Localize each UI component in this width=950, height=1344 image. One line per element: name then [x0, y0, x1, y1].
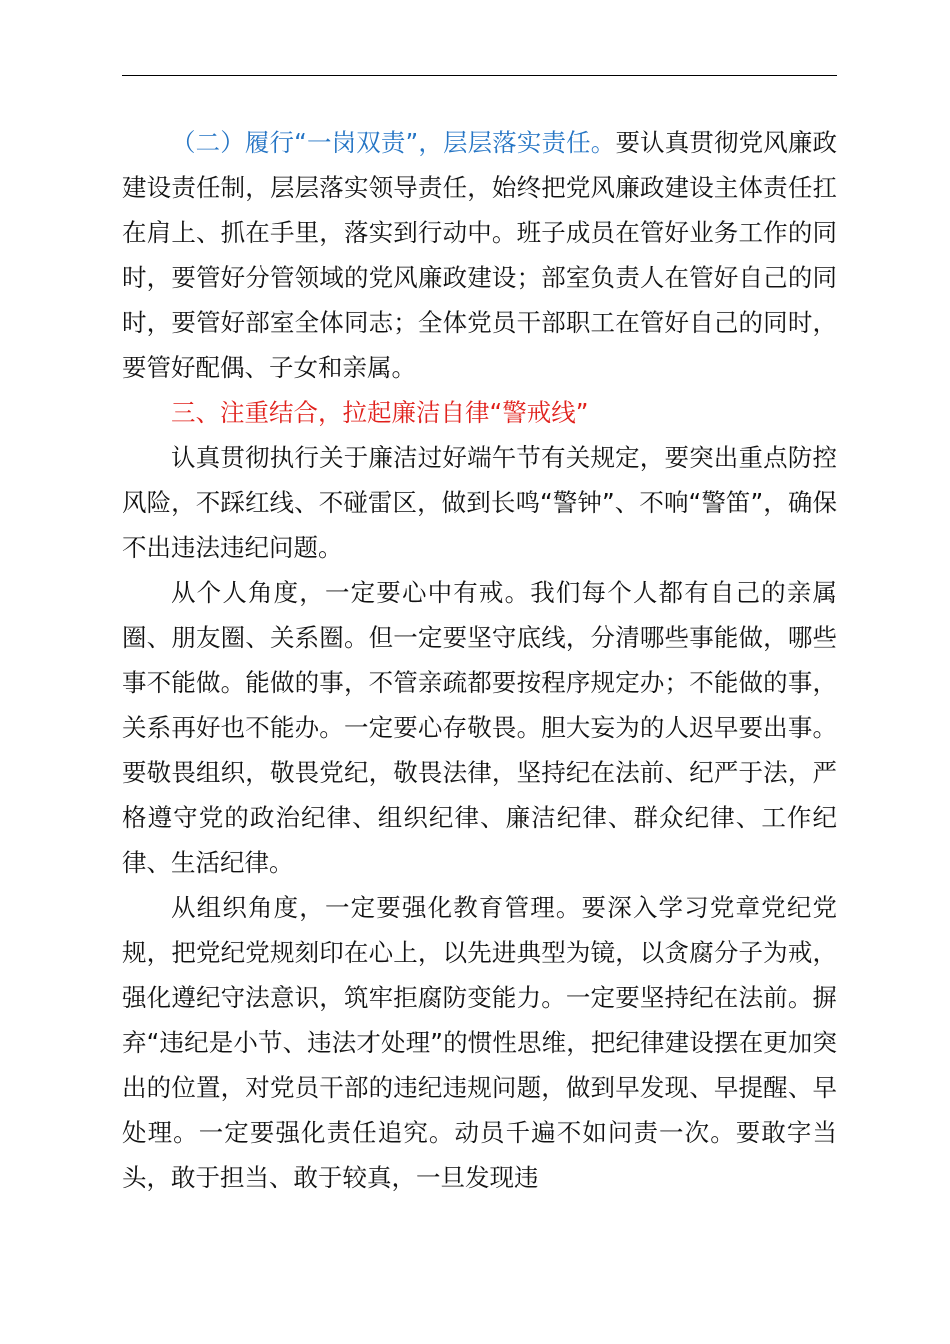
subheading-duty: （二）履行“一岗双责”，层层落实责任。 [171, 128, 616, 157]
header-rule [122, 75, 837, 76]
paragraph-organization-perspective: 从组织角度，一定要强化教育管理。要深入学习党章党纪党规，把党纪党规刻印在心上，以先进典型为镜，以贪腐分子为戒，强化遵纪守法意识，筑牢拒腐防变能力。一定要坚持纪在法前。摒弃“违纪是小节、违法才处理”的惯性思维，把纪律建设摆在更加突出的位置，对党员干部的违纪违规问题，做到早发现、早提醒、早处理。一定要强化责任追究。动员千遍不如问责一次。要敢字当头，敢于担当、敢于较真，一旦发现违 [122, 893, 837, 1192]
paragraph-text: 要认真贯彻党风廉政建设责任制，层层落实领导责任，始终把党风廉政建设主体责任扛在肩上、抓在手里，落实到行动中。班子成员在管好业务工作的同时，要管好分管领域的党风廉政建设；部室负责人在管好自己的同时，要管好部室全体同志；全体党员干部职工在管好自己的同时，要管好配偶、子女和亲属。 [122, 128, 838, 382]
paragraph-duty [122, 120, 837, 390]
paragraph-festival-rules: 认真贯彻执行关于廉洁过好端午节有关规定，要突出重点防控风险，不踩红线、不碰雷区，做到长鸣“警钟”、不响“警笛”，确保不出违法违纪问题。 [122, 443, 837, 562]
paragraph-personal-perspective: 从个人角度，一定要心中有戒。我们每个人都有自己的亲属圈、朋友圈、关系圈。但一定要坚守底线，分清哪些事能做，哪些事不能做。能做的事，不管亲疏都要按程序规定办；不能做的事，关系再好也不能办。一定要心存敬畏。胆大妄为的人迟早要出事。要敬畏组织，敬畏党纪，敬畏法律，坚持纪在法前、纪严于法，严格遵守党的政治纪律、组织纪律、廉洁纪律、群众纪律、工作纪律、生活纪律。 [122, 578, 837, 877]
document-body [122, 120, 837, 1200]
section-heading-three: 三、注重结合，拉起廉洁自律“警戒线” [171, 398, 589, 427]
